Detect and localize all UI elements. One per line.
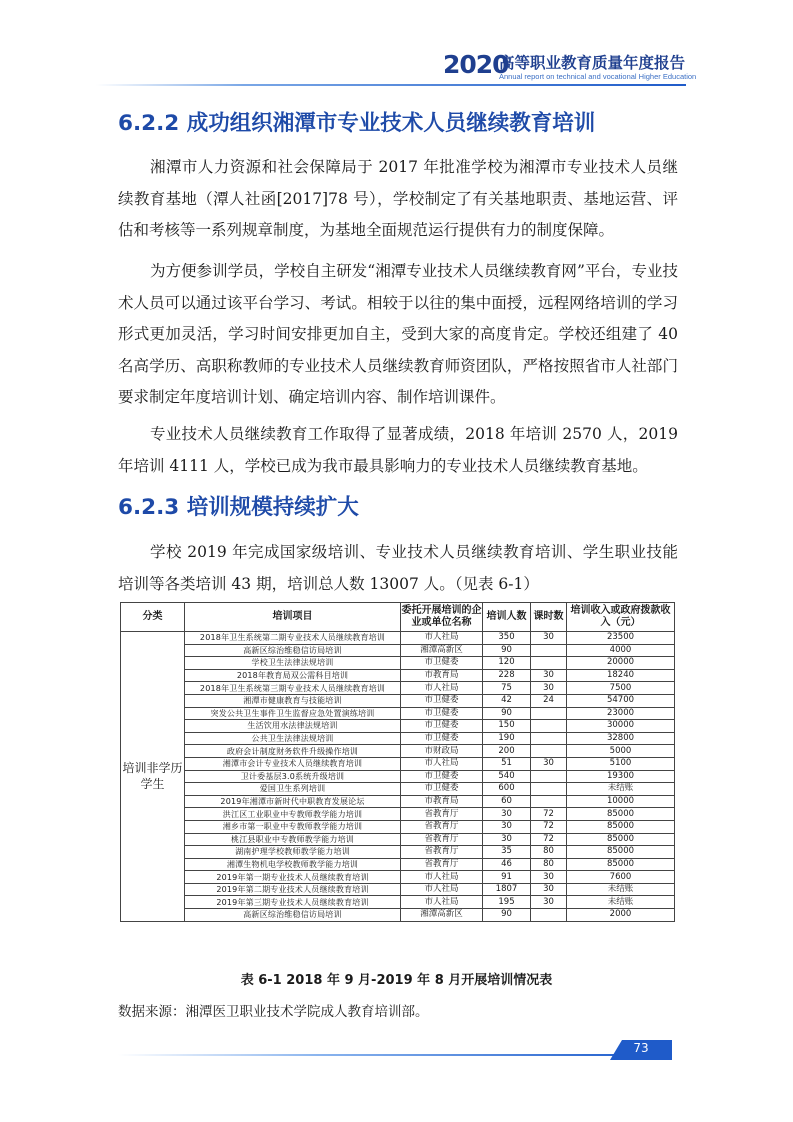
hours-cell: 30 [531, 871, 567, 884]
hours-cell: 80 [531, 846, 567, 859]
hours-cell [531, 732, 567, 745]
count-cell: 228 [483, 669, 531, 682]
income-cell: 10000 [567, 795, 675, 808]
table-row [121, 632, 675, 645]
hours-cell: 72 [531, 820, 567, 833]
unit-cell: 省教育厅 [401, 820, 483, 833]
table-row [121, 770, 675, 783]
project-cell: 爱国卫生系列培训 [185, 783, 401, 796]
page-number: 73 [633, 1041, 649, 1055]
income-cell: 7500 [567, 682, 675, 695]
table-row [121, 732, 675, 745]
unit-cell: 市教育局 [401, 795, 483, 808]
hours-cell: 30 [531, 632, 567, 645]
project-cell: 学校卫生法律法规培训 [185, 657, 401, 670]
hours-cell: 72 [531, 833, 567, 846]
income-cell: 未结账 [567, 883, 675, 896]
income-cell: 未结账 [567, 783, 675, 796]
paragraph-online-platform: 为方便参训学员，学校自主研发“湘潭专业技术人员继续教育网”平台，专业技术人员可以通过该平台学习、考试。相较于以往的集中面授，远程网络培训的学习形式更加灵活，学习时间安排更加自主，受到大家的高度肯定。学校还组建了 40 名高学历、高职称教师的专业技术人员继续教育师资团队，严格按照省市人社部门要求制定年度培训计划、确定培训内容、制作培训课件。 [118, 262, 678, 406]
income-cell: 18240 [567, 669, 675, 682]
unit-cell: 市人社局 [401, 896, 483, 909]
hours-cell: 30 [531, 682, 567, 695]
data-source: 数据来源：湘潭医卫职业技术学院成人教育培训部。 [118, 1004, 429, 1020]
paragraph-training-scale: 学校 2019 年完成国家级培训、专业技术人员继续教育培训、学生职业技能培训等各类培训 43 期，培训总人数 13007 人。（见表 6-1） [118, 543, 678, 593]
unit-cell: 市财政局 [401, 745, 483, 758]
hours-cell [531, 909, 567, 922]
income-cell: 4000 [567, 644, 675, 657]
hours-cell [531, 707, 567, 720]
income-cell: 32800 [567, 732, 675, 745]
unit-cell: 湘潭高新区 [401, 644, 483, 657]
unit-cell: 市人社局 [401, 632, 483, 645]
count-cell: 190 [483, 732, 531, 745]
table-row [121, 657, 675, 670]
income-cell: 7600 [567, 871, 675, 884]
paragraph-achievements: 专业技术人员继续教育工作取得了显著成绩，2018 年培训 2570 人，2019 年培训 4111 人，学校已成为我市最具影响力的专业技术人员继续教育基地。 [118, 425, 678, 475]
training-table [120, 602, 675, 922]
income-cell: 未结账 [567, 896, 675, 909]
income-cell: 5100 [567, 757, 675, 770]
income-cell: 85000 [567, 808, 675, 821]
table-row [121, 909, 675, 922]
count-cell: 200 [483, 745, 531, 758]
table-row [121, 795, 675, 808]
income-cell: 85000 [567, 846, 675, 859]
project-cell: 湘潭市会计专业技术人员继续教育培训 [185, 757, 401, 770]
project-cell: 公共卫生法律法规培训 [185, 732, 401, 745]
income-cell: 54700 [567, 694, 675, 707]
unit-cell: 市卫健委 [401, 694, 483, 707]
unit-cell: 市卫健委 [401, 770, 483, 783]
project-cell: 洪江区工业职业中专教师教学能力培训 [185, 808, 401, 821]
header-count: 培训人数 [483, 603, 531, 632]
hours-cell: 30 [531, 669, 567, 682]
unit-cell: 省教育厅 [401, 808, 483, 821]
hours-cell: 30 [531, 757, 567, 770]
table-row [121, 707, 675, 720]
table-row [121, 783, 675, 796]
income-cell: 2000 [567, 909, 675, 922]
income-cell: 19300 [567, 770, 675, 783]
unit-cell: 省教育厅 [401, 858, 483, 871]
table-row [121, 757, 675, 770]
income-cell: 85000 [567, 820, 675, 833]
count-cell: 46 [483, 858, 531, 871]
unit-cell: 市教育局 [401, 669, 483, 682]
count-cell: 51 [483, 757, 531, 770]
section-heading-6-2-3: 6.2.3 培训规模持续扩大 [118, 495, 359, 520]
unit-cell: 省教育厅 [401, 846, 483, 859]
table-row [121, 745, 675, 758]
table-row [121, 833, 675, 846]
hours-cell: 30 [531, 883, 567, 896]
hours-cell [531, 644, 567, 657]
project-cell: 高新区综治维稳信访局培训 [185, 909, 401, 922]
table-row [121, 720, 675, 733]
count-cell: 90 [483, 644, 531, 657]
income-cell: 23500 [567, 632, 675, 645]
count-cell: 30 [483, 820, 531, 833]
count-cell: 35 [483, 846, 531, 859]
project-cell: 卫计委基层3.0系统升级培训 [185, 770, 401, 783]
count-cell: 150 [483, 720, 531, 733]
hours-cell: 80 [531, 858, 567, 871]
count-cell: 91 [483, 871, 531, 884]
header-income: 培训收入或政府拨款收入（元） [567, 603, 675, 632]
income-cell: 85000 [567, 833, 675, 846]
header-project: 培训项目 [185, 603, 401, 632]
hours-cell [531, 720, 567, 733]
unit-cell: 市人社局 [401, 682, 483, 695]
count-cell: 1807 [483, 883, 531, 896]
unit-cell: 市卫健委 [401, 783, 483, 796]
count-cell: 75 [483, 682, 531, 695]
project-cell: 2018年卫生系统第二期专业技术人员继续教育培训 [185, 632, 401, 645]
paragraph-base-approval: 湘潭市人力资源和社会保障局于 2017 年批准学校为湘潭市专业技术人员继续教育基地（潭人社函[2017]78 号），学校制定了有关基地职责、基地运营、评估和考核等一系列规章制度，为基地全面规范运行提供有力的制度保障。 [118, 158, 678, 239]
project-cell: 政府会计制度财务软件升级操作培训 [185, 745, 401, 758]
table-row [121, 669, 675, 682]
count-cell: 120 [483, 657, 531, 670]
count-cell: 600 [483, 783, 531, 796]
project-cell: 生活饮用水法律法规培训 [185, 720, 401, 733]
income-cell: 5000 [567, 745, 675, 758]
hours-cell [531, 783, 567, 796]
unit-cell: 省教育厅 [401, 833, 483, 846]
table-body [121, 632, 675, 922]
project-cell: 湘潭生物机电学校教师教学能力培训 [185, 858, 401, 871]
table-row [121, 644, 675, 657]
unit-cell: 市人社局 [401, 883, 483, 896]
hours-cell [531, 745, 567, 758]
count-cell: 195 [483, 896, 531, 909]
count-cell: 540 [483, 770, 531, 783]
hours-cell: 24 [531, 694, 567, 707]
table-row [121, 896, 675, 909]
income-cell: 30000 [567, 720, 675, 733]
project-cell: 湘乡市第一职业中专教师教学能力培训 [185, 820, 401, 833]
project-cell: 高新区综治维稳信访局培训 [185, 644, 401, 657]
hours-cell: 30 [531, 896, 567, 909]
count-cell: 90 [483, 909, 531, 922]
hours-cell [531, 770, 567, 783]
footer-divider [118, 1054, 618, 1056]
table-row [121, 808, 675, 821]
count-cell: 90 [483, 707, 531, 720]
unit-cell: 市卫健委 [401, 707, 483, 720]
unit-cell: 市卫健委 [401, 732, 483, 745]
unit-cell: 湘潭高新区 [401, 909, 483, 922]
logo-title: 高等职业教育质量年度报告 [499, 54, 686, 72]
count-cell: 30 [483, 808, 531, 821]
table-header-row [121, 603, 675, 632]
project-cell: 2018年卫生系统第三期专业技术人员继续教育培训 [185, 682, 401, 695]
logo-year: 2020 [443, 50, 509, 79]
project-cell: 2019年第二期专业技术人员继续教育培训 [185, 883, 401, 896]
project-cell: 突发公共卫生事件卫生监督应急处置演练培训 [185, 707, 401, 720]
table-row [121, 858, 675, 871]
unit-cell: 市人社局 [401, 757, 483, 770]
hours-cell: 72 [531, 808, 567, 821]
unit-cell: 市卫健委 [401, 720, 483, 733]
income-cell: 20000 [567, 657, 675, 670]
table-caption: 表 6-1 2018 年 9 月-2019 年 8 月开展培训情况表 [240, 973, 553, 988]
section-heading-6-2-2: 6.2.2 成功组织湘潭市专业技术人员继续教育培训 [118, 111, 596, 136]
table-row [121, 871, 675, 884]
project-cell: 湘潭市健康教育与技能培训 [185, 694, 401, 707]
unit-cell: 市人社局 [401, 871, 483, 884]
header-entrust-unit: 委托开展培训的企业或单位名称 [401, 603, 483, 632]
hours-cell [531, 795, 567, 808]
table-row [121, 682, 675, 695]
count-cell: 42 [483, 694, 531, 707]
count-cell: 30 [483, 833, 531, 846]
project-cell: 2019年第三期专业技术人员继续教育培训 [185, 896, 401, 909]
table-row [121, 883, 675, 896]
project-cell: 2019年第一期专业技术人员继续教育培训 [185, 871, 401, 884]
logo-subtitle: Annual report on technical and vocational Higher Education [499, 72, 697, 81]
count-cell: 60 [483, 795, 531, 808]
table-row [121, 846, 675, 859]
income-cell: 85000 [567, 858, 675, 871]
income-cell: 23000 [567, 707, 675, 720]
project-cell: 2018年教育局双公需科目培训 [185, 669, 401, 682]
count-cell: 350 [483, 632, 531, 645]
project-cell: 湖南护理学校教师教学能力培训 [185, 846, 401, 859]
project-cell: 桃江县职业中专教师教学能力培训 [185, 833, 401, 846]
project-cell: 2019年湘潭市新时代中职教育发展论坛 [185, 795, 401, 808]
table-row [121, 820, 675, 833]
table-row [121, 694, 675, 707]
header-hours: 课时数 [531, 603, 567, 632]
header-divider [96, 84, 686, 86]
unit-cell: 市卫健委 [401, 657, 483, 670]
hours-cell [531, 657, 567, 670]
category-cell: 培训非学历学生 [121, 632, 185, 922]
header-category: 分类 [121, 603, 185, 632]
